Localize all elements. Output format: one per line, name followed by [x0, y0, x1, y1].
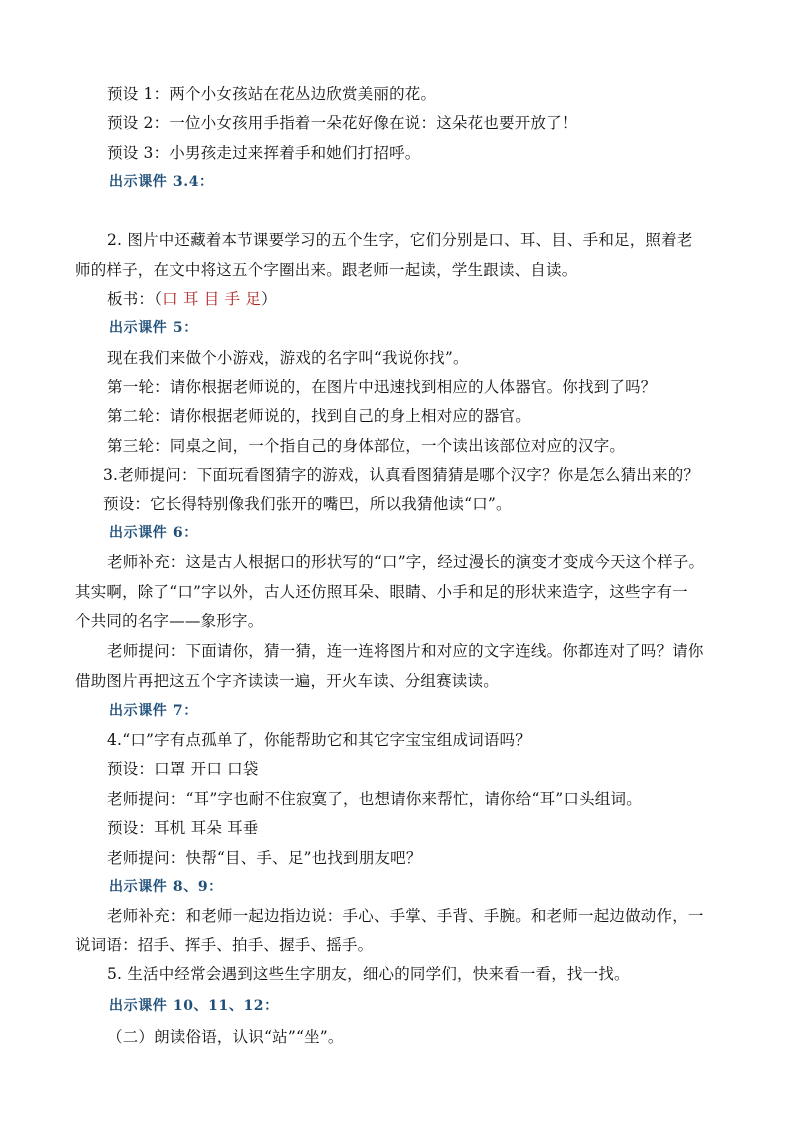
board-writing	[107, 289, 277, 309]
round-3: 第三轮：同桌之间，一个指自己的身体部位，一个读出该部位对应的汉字。	[107, 437, 626, 455]
teacher-supplement-line-1: 老师补充：这是古人根据口的形状写的“口”字，经过漫长的演变才变成今天这个样子。	[107, 553, 705, 571]
preset-er-words: 预设：耳机 耳朵 耳垂	[107, 819, 259, 837]
teacher-supplement-line-3: 个共同的名字——象形字。	[75, 612, 264, 630]
teacher-supplement-hand-2: 说词语：招手、挥手、拍手、握手、摇手。	[75, 936, 374, 954]
teacher-question-line-1: 老师提问：下面请你，猜一猜，连一连将图片和对应的文字连线。你都连对了吗？请你	[107, 642, 704, 660]
preset-1: 预设 1：两个小女孩站在花丛边欣赏美丽的花。	[107, 85, 437, 103]
preset-kou-words: 预设：口罩 开口 口袋	[107, 760, 259, 778]
courseware-heading-10-12: 出示课件 10、11、12：	[109, 998, 279, 1014]
step-4-question: 4.“口”字有点孤单了，你能帮助它和其它字宝宝组成词语吗？	[107, 731, 531, 749]
preset-2: 预设 2：一位小女孩用手指着一朵花好像在说：这朵花也要开放了！	[107, 114, 578, 132]
round-1: 第一轮：请你根据老师说的，在图片中迅速找到相应的人体器官。你找到了吗？	[107, 378, 657, 396]
preset-3: 预设 3：小男孩走过来挥着手和她们打招呼。	[107, 144, 421, 162]
board-prefix: 板书：（	[107, 290, 163, 308]
section-2-heading: （二）朗读俗语，认识“站”“坐”。	[107, 1028, 344, 1046]
step-3-preset: 预设：它长得特别像我们张开的嘴巴，所以我猜他读“口”。	[103, 495, 512, 513]
courseware-heading-6: 出示课件 6：	[109, 525, 198, 541]
step-2-line-2: 师的样子，在文中将这五个字圈出来。跟老师一起读，学生跟读、自读。	[75, 261, 578, 279]
round-2: 第二轮：请你根据老师说的，找到自己的身上相对应的器官。	[107, 407, 531, 425]
board-suffix: ）	[261, 290, 277, 308]
teacher-supplement-hand-1: 老师补充：和老师一起边指边说：手心、手掌、手背、手腕。和老师一起边做动作，一	[107, 907, 704, 925]
step-5: 5. 生活中经常会遇到这些生字朋友，细心的同学们，快来看一看，找一找。	[107, 965, 630, 983]
game-intro: 现在我们来做个小游戏，游戏的名字叫“我说你找”。	[107, 349, 469, 367]
step-3-question: 3.老师提问：下面玩看图猜字的游戏，认真看图猜猜是哪个汉字？你是怎么猜出来的？	[103, 466, 700, 484]
teacher-question-line-2: 借助图片再把这五个字齐读读一遍，开火车读、分组赛读读。	[75, 672, 499, 690]
teacher-question-er: 老师提问：“耳”字也耐不住寂寞了，也想请你来帮忙，请你给“耳”口头组词。	[107, 790, 642, 808]
courseware-heading-7: 出示课件 7：	[109, 703, 198, 719]
courseware-heading-3-4: 出示课件 3.4：	[109, 174, 214, 190]
courseware-heading-8-9: 出示课件 8、9：	[109, 879, 223, 895]
teacher-question-friends: 老师提问：快帮“目、手、足”也找到朋友吧？	[107, 849, 422, 867]
teacher-supplement-line-2: 其实啊，除了“口”字以外，古人还仿照耳朵、眼睛、小手和足的形状来造字，这些字有一	[75, 583, 688, 601]
courseware-heading-5: 出示课件 5：	[109, 320, 198, 336]
board-characters: 口 耳 目 手 足	[162, 290, 262, 308]
step-2-line-1: 2. 图片中还藏着本节课要学习的五个生字，它们分别是口、耳、目、手和足，照着老	[107, 231, 693, 249]
